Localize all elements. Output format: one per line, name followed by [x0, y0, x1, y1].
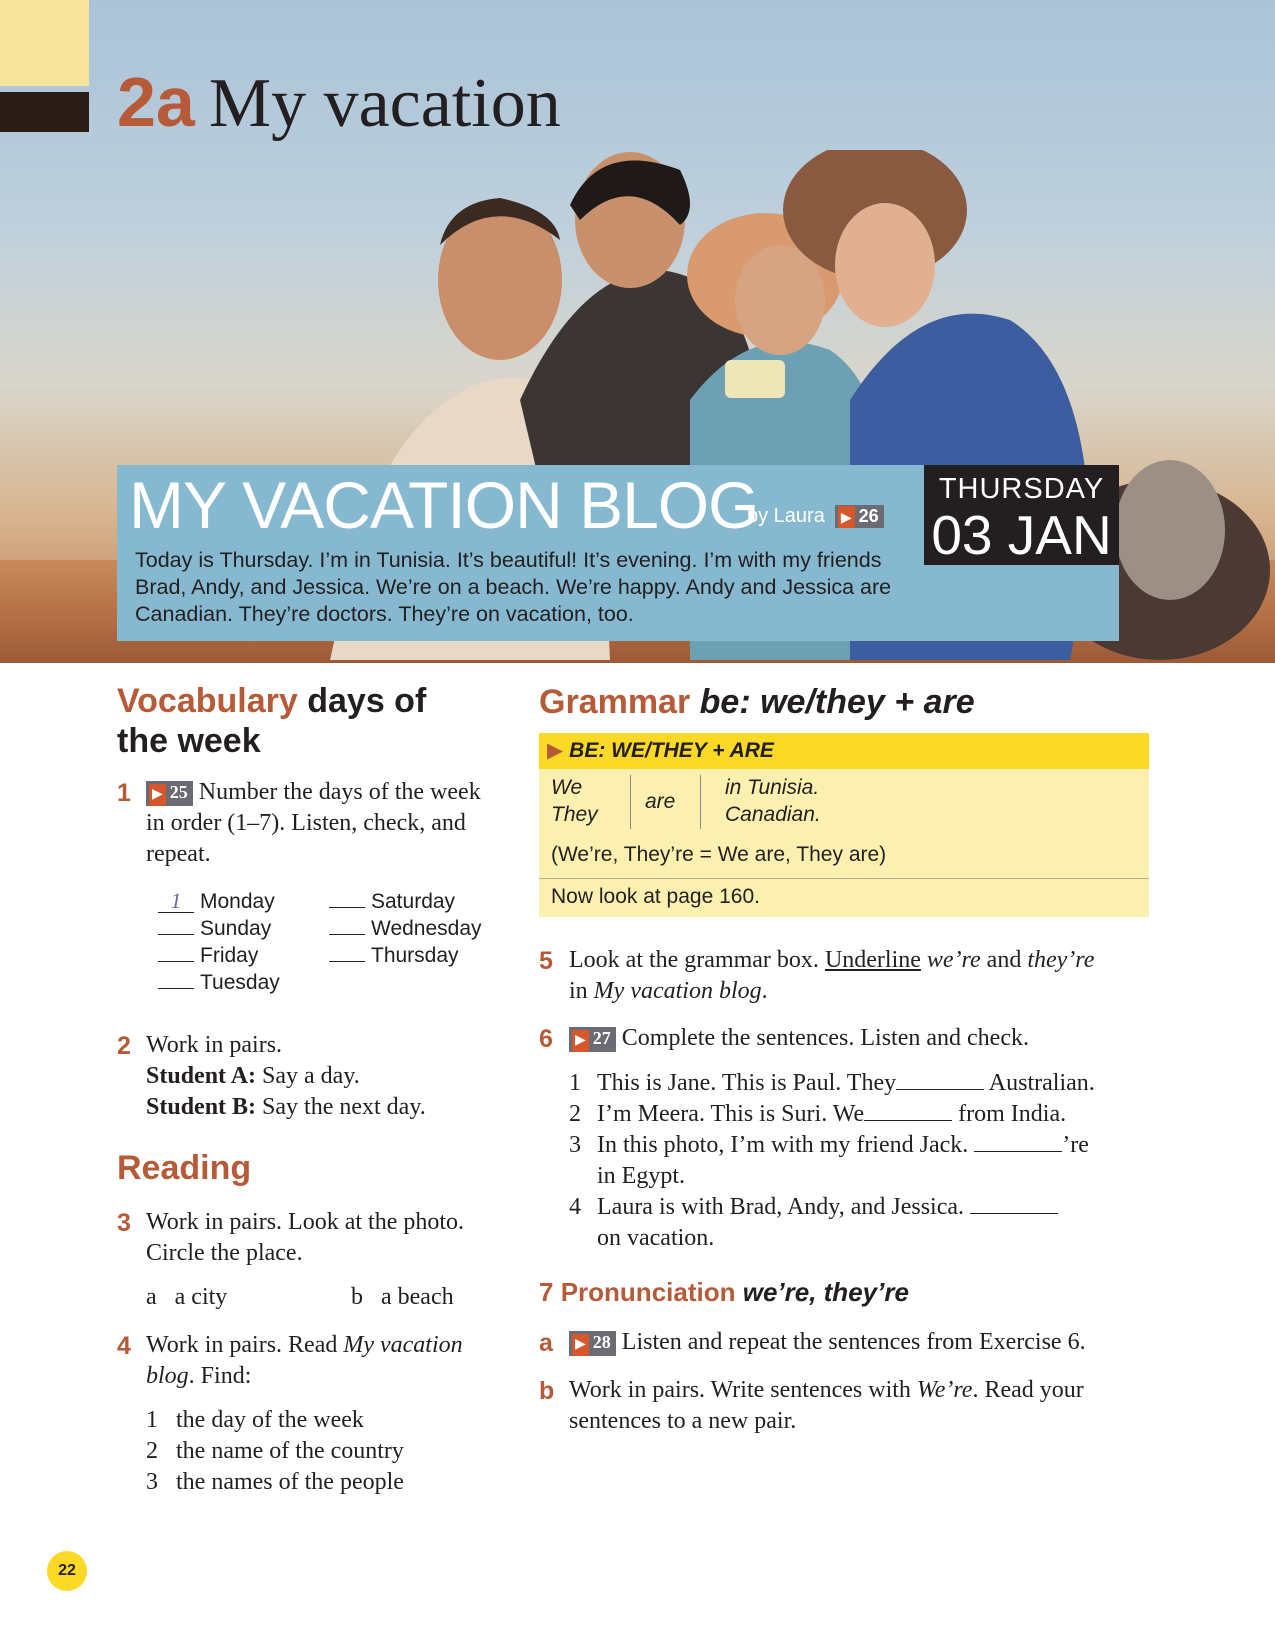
pronunciation-b-italic: We’re [916, 1377, 973, 1403]
option-text: a city [174, 1284, 228, 1310]
student-a-text: Say a day. [262, 1063, 360, 1089]
student-b-label: Student B: [146, 1094, 257, 1120]
exercise-1-text [146, 777, 486, 870]
reading-heading [117, 1148, 251, 1188]
date-day: THURSDAY [938, 473, 1105, 505]
student-b-line [146, 1092, 486, 1123]
exercise-4-text-italic: My vacation blog [146, 1332, 463, 1389]
exercise-4-text-b: . Find: [188, 1363, 252, 1389]
ex5-text: . [761, 978, 768, 1004]
vocabulary-heading-accent: Vocabulary [117, 682, 298, 720]
play-icon: ▶ [838, 506, 855, 528]
day-label: Tuesday [200, 971, 280, 994]
day-item [329, 915, 482, 942]
unit-code: 2a [117, 63, 195, 141]
subject: They [551, 803, 598, 826]
exercise-6-instruction: Complete the sentences. Listen and check. [621, 1025, 1029, 1051]
ex5-text: Look at the grammar box. [569, 947, 819, 973]
pronunciation-a-text [569, 1327, 1149, 1358]
student-b-text: Say the next day. [262, 1094, 426, 1120]
blog-text: Today is Thursday. I’m in Tunisia. It’s beautiful! It’s evening. I’m with my friends Brad, Andy, and Jessica. We’re on a beach. We’re happy. Andy and Jessica are Canadian. They’re doctors. They’re on vacation, too. [135, 548, 892, 626]
list-item-text: the name of the country [176, 1438, 404, 1464]
list-item: 2 the name of the country [146, 1438, 404, 1464]
subject: We [551, 776, 583, 799]
ex5-italic: My vacation blog [593, 978, 762, 1004]
exercise-number: 1 [117, 779, 131, 807]
option-text: a beach [381, 1284, 454, 1310]
answer-blank[interactable] [329, 945, 365, 962]
day-label: Monday [200, 890, 275, 913]
day-item [158, 915, 280, 942]
sentence-text: Laura is with Brad, Andy, and Jessica. [597, 1194, 965, 1220]
pronunciation-heading-italic: we’re, they’re [742, 1277, 909, 1307]
grammar-heading-be: be [699, 683, 740, 721]
play-icon: ▶ [149, 784, 166, 806]
sentence-text: in Egypt. [597, 1163, 685, 1189]
day-item [158, 888, 280, 915]
sentence-text: on vacation. [597, 1225, 715, 1251]
option-letter: a [146, 1284, 157, 1310]
audio-track-number: 27 [592, 1027, 611, 1048]
grammar-box-title [539, 733, 1149, 769]
grammar-verb: are [645, 790, 676, 813]
answer-blank[interactable] [329, 891, 365, 908]
date-date: 03 JAN [931, 504, 1112, 566]
audio-track-button[interactable] [835, 505, 884, 528]
audio-track-button[interactable] [569, 1027, 616, 1052]
corner-tab [0, 0, 89, 86]
exercise-4-text [146, 1330, 506, 1392]
grammar-subjects [551, 774, 598, 828]
list-item-text: the day of the week [176, 1407, 364, 1433]
exercise-3-text: Work in pairs. Look at the photo. Circle the place. [146, 1209, 465, 1266]
vocabulary-heading [117, 681, 477, 761]
answer-blank[interactable] [864, 1098, 952, 1121]
pronunciation-heading [539, 1276, 909, 1308]
play-icon: ▶ [572, 1334, 589, 1356]
answer-blank[interactable] [896, 1067, 984, 1090]
pronunciation-b-text-a: Work in pairs. Write sentences with [569, 1377, 911, 1403]
divider [700, 775, 701, 829]
exercise-6-text [569, 1023, 1149, 1054]
exercise-number: 5 [539, 947, 553, 975]
grammar-heading-rest: : we/they + are [739, 683, 975, 721]
page-reference[interactable]: Now look at page 160. [551, 885, 760, 908]
play-icon: ▶ [572, 1030, 589, 1052]
day-item [329, 942, 482, 969]
student-a-label: Student A: [146, 1063, 257, 1089]
exercise-number: 4 [117, 1332, 131, 1360]
answer-blank[interactable] [970, 1191, 1058, 1214]
sentence-text: from India. [958, 1101, 1067, 1127]
day-label: Thursday [371, 944, 459, 967]
answer-blank[interactable] [158, 918, 194, 935]
student-a-line [146, 1061, 486, 1092]
ex5-text: and [986, 947, 1022, 973]
option-letter: b [351, 1284, 363, 1310]
audio-track-number: 28 [592, 1331, 611, 1352]
sentence-2: 2 I’m Meera. This is Suri. We from India. [569, 1098, 1066, 1130]
grammar-box-title-text: BE: WE/THEY + ARE [569, 739, 774, 762]
reading-heading-text: Reading [117, 1149, 252, 1187]
answer-blank[interactable] [158, 972, 194, 989]
sentence-text: In this photo, I’m with my friend Jack. [597, 1132, 969, 1158]
option-a[interactable] [146, 1282, 227, 1313]
grammar-heading-accent: Grammar [539, 683, 691, 721]
exercise-2-instruction: Work in pairs. [146, 1032, 283, 1058]
divider [539, 878, 1149, 879]
complement: Canadian. [725, 803, 821, 826]
byline-text: by Laura [747, 505, 825, 527]
arrow-icon: ▶ [547, 739, 564, 762]
exercise-5-text [569, 945, 1109, 1007]
header-bar [0, 92, 89, 132]
audio-track-number: 26 [858, 506, 879, 527]
exercise-number: 2 [117, 1032, 131, 1060]
exercise-2-text [146, 1030, 486, 1123]
sentence-3: 3 In this photo, I’m with my friend Jack. ’re in Egypt. [569, 1129, 1129, 1192]
blog-date [924, 465, 1119, 565]
page-number: 22 [47, 1551, 87, 1591]
days-column-1 [158, 888, 280, 996]
answer-blank[interactable] [158, 945, 194, 962]
audio-track-number: 25 [169, 781, 188, 802]
ex5-italic: they’re [1027, 947, 1095, 973]
pronunciation-a-instruction: Listen and repeat the sentences from Exercise 6. [621, 1329, 1086, 1355]
pronunciation-heading-text: Pronunciation [560, 1277, 736, 1307]
ex5-underline-word: Underline [824, 947, 921, 973]
day-item [329, 888, 482, 915]
pronunciation-number: 7 [539, 1277, 554, 1307]
complement: in Tunisia. [725, 776, 820, 799]
ex5-text: in [569, 978, 588, 1004]
day-label: Friday [200, 944, 259, 967]
day-label: Wednesday [371, 917, 482, 940]
audio-track-button[interactable] [146, 781, 193, 806]
unit-title: My vacation [208, 65, 561, 142]
answer-blank[interactable] [974, 1129, 1062, 1152]
vocabulary-heading-rest: days of the week [117, 682, 427, 760]
pronunciation-b-text [569, 1375, 1109, 1437]
audio-track-button[interactable] [569, 1331, 616, 1356]
exercise-letter: a [539, 1329, 553, 1357]
contraction-note: (We’re, They’re = We are, They are) [551, 843, 887, 866]
ex5-italic: we’re [926, 947, 981, 973]
exercise-4-list [146, 1405, 506, 1498]
exercise-1-instruction: Number the days of the week in order (1–7). Listen, check, and repeat. [146, 779, 481, 867]
hero-photo [0, 0, 1275, 663]
sentence-text: This is Jane. This is Paul. They [597, 1070, 897, 1096]
sentence-text: Australian. [988, 1070, 1095, 1096]
grammar-heading [539, 682, 975, 722]
sentence-1: 1 This is Jane. This is Paul. They Australian. [569, 1067, 1095, 1099]
day-item [158, 969, 280, 996]
sentence-4: 4 Laura is with Brad, Andy, and Jessica. on vacation. [569, 1191, 1129, 1254]
days-column-2 [329, 888, 482, 969]
day-label: Saturday [371, 890, 456, 913]
exercise-letter: b [539, 1377, 555, 1405]
sentence-text: I’m Meera. This is Suri. We [597, 1101, 865, 1127]
list-item-text: the names of the people [176, 1469, 404, 1495]
blog-title: MY VACATION BLOG [129, 468, 759, 542]
list-item: 3 the names of the people [146, 1469, 404, 1495]
grammar-box [539, 733, 1149, 917]
page-title [117, 62, 561, 144]
divider [630, 775, 631, 829]
answer-blank[interactable] [329, 918, 365, 935]
sentence-text: ’re [1062, 1132, 1089, 1158]
exercise-number: 6 [539, 1025, 553, 1053]
day-label: Sunday [200, 917, 272, 940]
exercise-4-text-a: Work in pairs. Read [146, 1332, 338, 1358]
exercise-number: 3 [117, 1209, 131, 1237]
grammar-complements [725, 774, 821, 828]
option-b[interactable] [351, 1282, 454, 1313]
answer-blank[interactable]: 1 [158, 896, 194, 913]
day-item [158, 942, 280, 969]
pronunciation-b-text-b: . Read your sentences to a new pair. [569, 1377, 1084, 1434]
list-item: 1 the day of the week [146, 1407, 364, 1433]
blog-byline [747, 505, 884, 528]
